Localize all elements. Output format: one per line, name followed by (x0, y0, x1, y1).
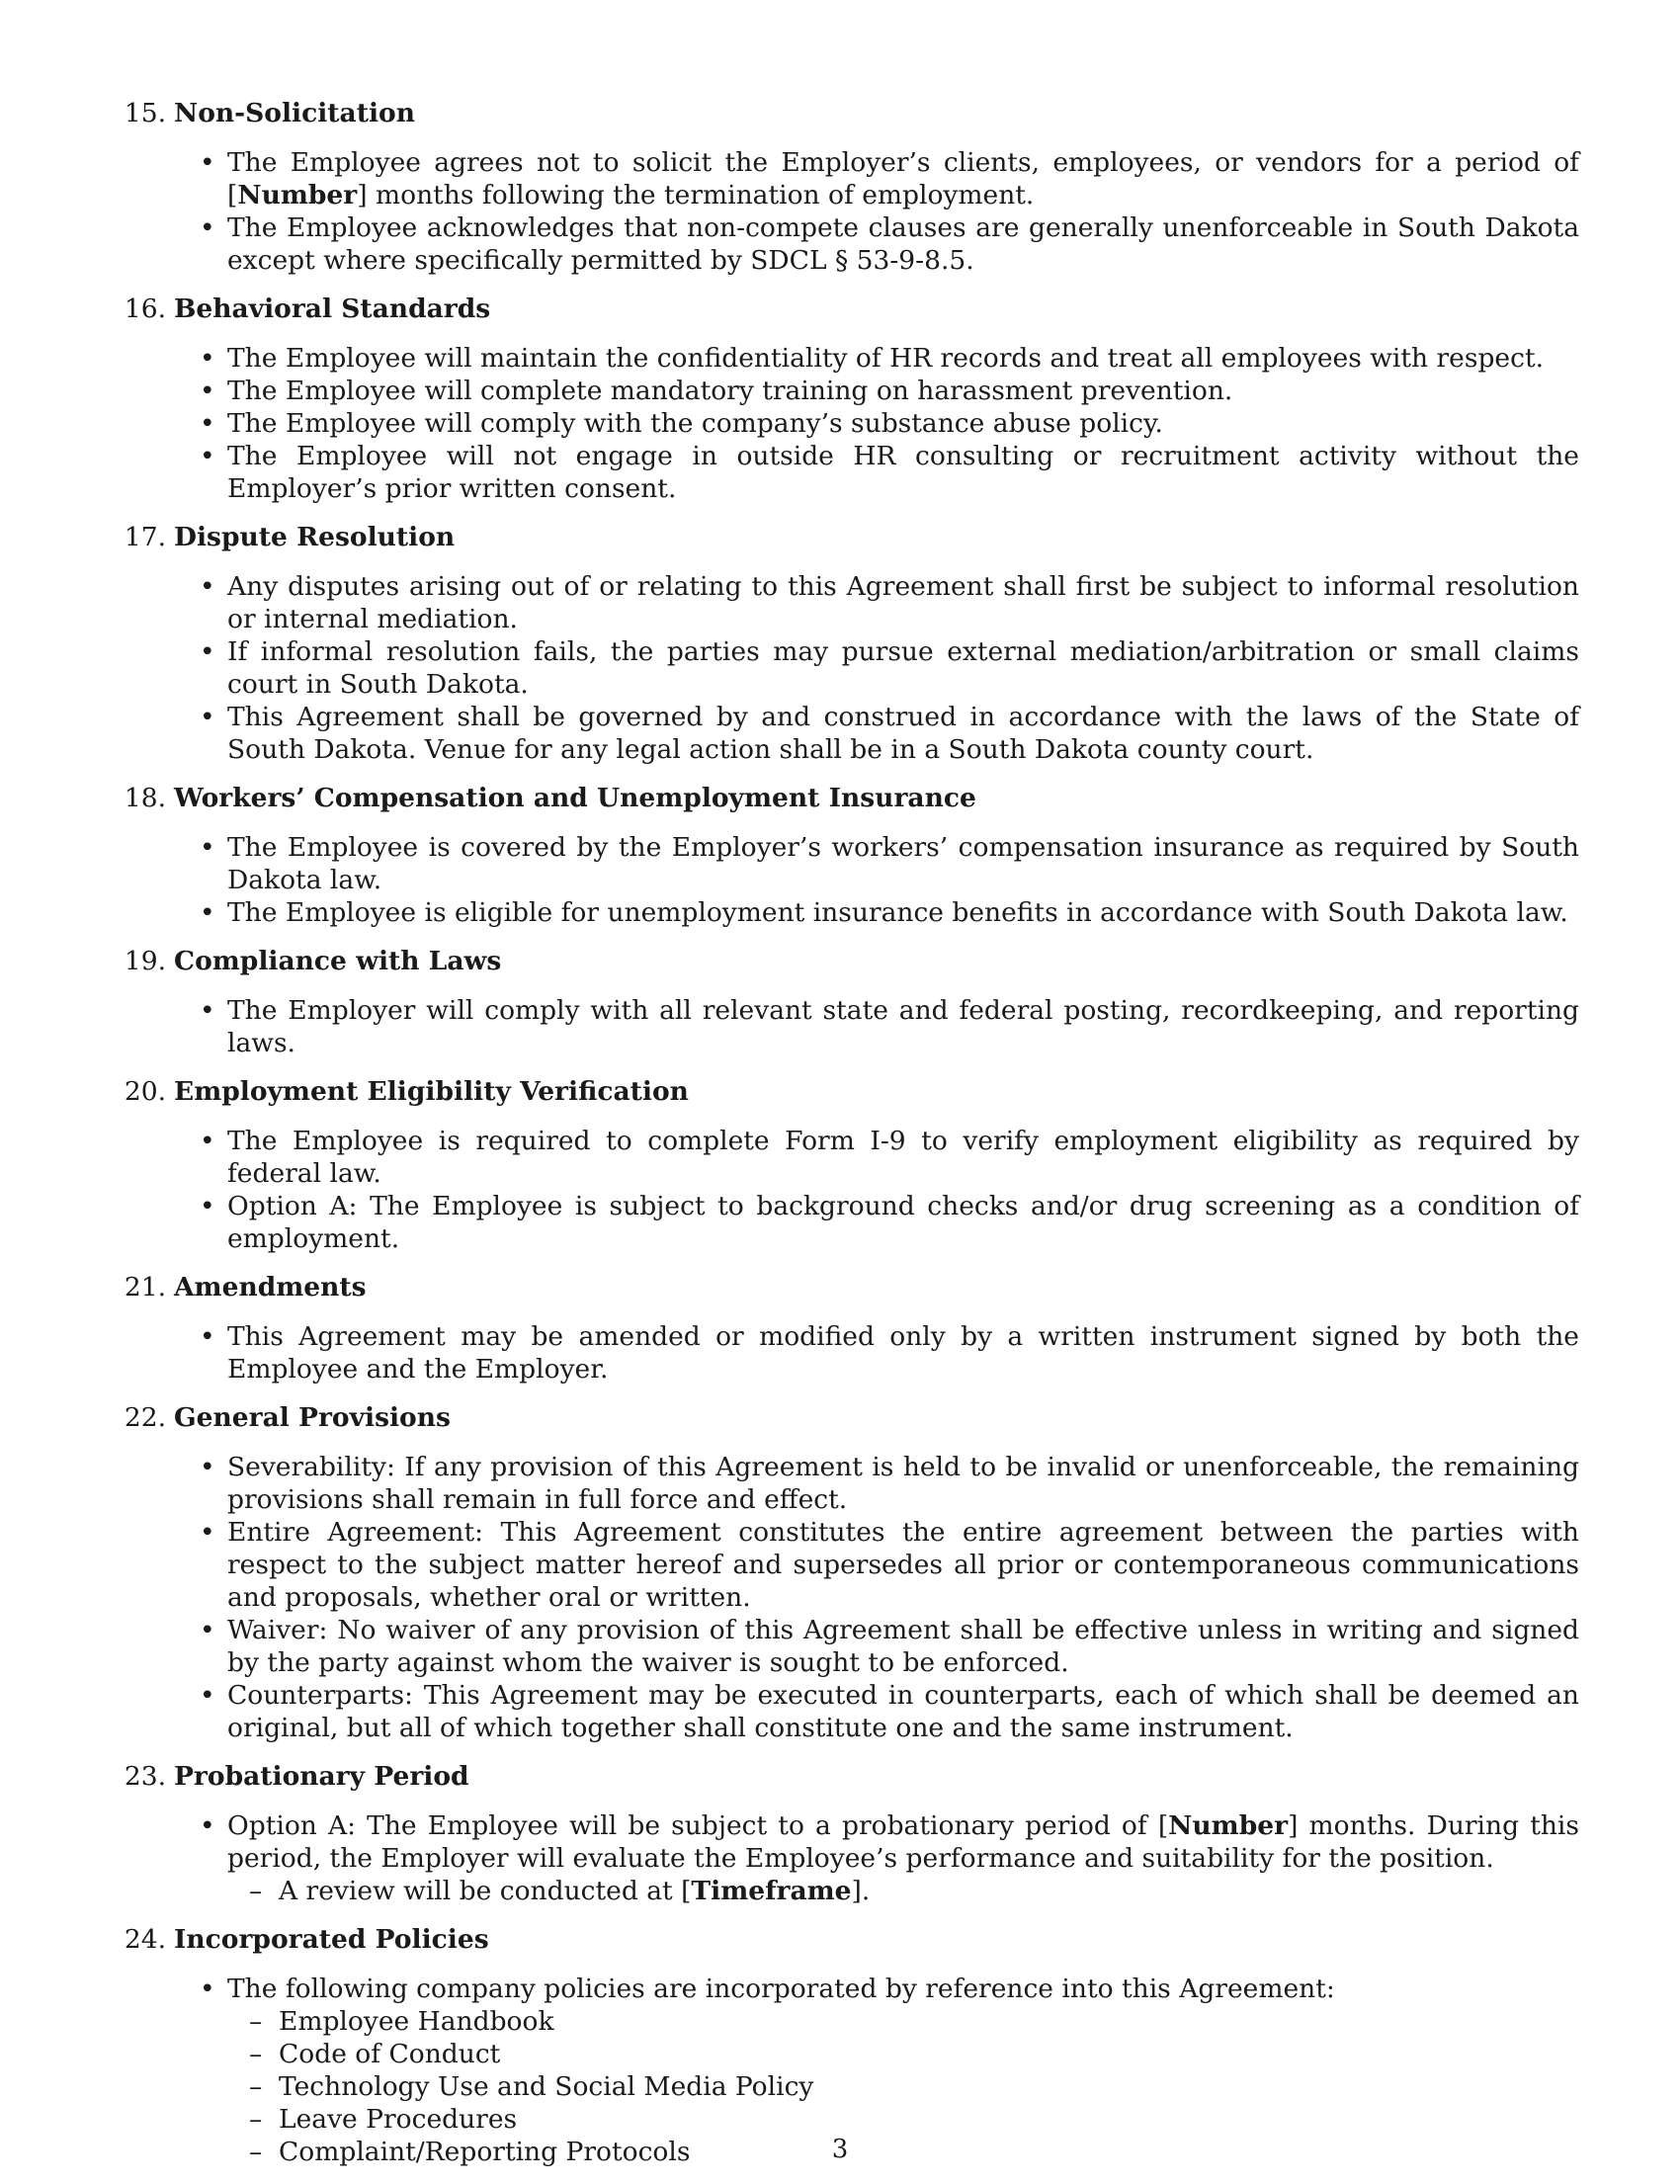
sub-item (227, 2038, 1579, 2070)
bullet-item (119, 831, 1579, 896)
bullet-item (119, 1679, 1579, 1744)
bullet-marker: • (200, 702, 215, 732)
sub-item (227, 2103, 1579, 2136)
dash-marker: – (249, 1876, 263, 1906)
bullet-item (119, 1190, 1579, 1255)
section-title: General Provisions (174, 1402, 451, 1433)
sub-item (227, 1875, 1579, 1907)
bullet-marker: • (200, 343, 215, 374)
bullet-item (119, 635, 1579, 701)
text-segment: The Employee agrees not to solicit the Employer’s clients, employees, or vendors for a period of [ (227, 147, 1579, 210)
section (119, 521, 1579, 766)
text-segment: The Employee will maintain the confidentiality of HR records and treat all employees with respect. (227, 343, 1545, 374)
section-title: Dispute Resolution (174, 522, 456, 552)
bullet-item (119, 1516, 1579, 1614)
section-number: 20. (124, 1076, 166, 1107)
section-heading (119, 521, 1579, 558)
text-segment: ] months. During this period, the Employer will evaluate the Employee’s performance and suitability for the position. (227, 1810, 1579, 1874)
bullet-item (119, 211, 1579, 277)
bullet-item (119, 1320, 1579, 1386)
text-segment: Any disputes arising out of or relating to this Agreement shall first be subject to informal resolution or internal mediation. (227, 571, 1579, 634)
bullet-list (119, 1809, 1579, 1907)
section (119, 97, 1579, 277)
section-number: 23. (124, 1761, 166, 1792)
bullet-marker: • (200, 1191, 215, 1221)
document-body (119, 97, 1579, 2184)
section-heading (119, 293, 1579, 330)
section-number: 17. (124, 522, 166, 552)
bullet-list (119, 146, 1579, 277)
bullet-item (119, 440, 1579, 505)
section (119, 1923, 1579, 2168)
text-segment: Option A: The Employee is subject to background checks and/or drug screening as a condition of employment. (227, 1191, 1579, 1254)
bullet-item (119, 701, 1579, 766)
section (119, 782, 1579, 929)
section-heading (119, 1401, 1579, 1439)
sub-list (227, 1875, 1579, 1907)
section-heading (119, 1075, 1579, 1113)
text-segment: ] months following the termination of employment. (357, 180, 1035, 210)
bullet-list (119, 994, 1579, 1059)
bullet-item (119, 1809, 1579, 1907)
bullet-marker: • (200, 832, 215, 863)
text-segment: Leave Procedures (279, 2104, 518, 2135)
text-segment: This Agreement may be amended or modified only by a written instrument signed by both the Employee and the Employer. (227, 1321, 1579, 1385)
section-title: Probationary Period (174, 1761, 469, 1792)
section-number: 16. (124, 294, 166, 324)
bullet-list (119, 342, 1579, 505)
placeholder-field: Number (237, 180, 358, 210)
bullet-marker: • (200, 1680, 215, 1711)
section (119, 1401, 1579, 1744)
bullet-marker: • (200, 212, 215, 243)
section-heading (119, 1923, 1579, 1961)
bullet-item (119, 407, 1579, 440)
text-segment: The Employee is required to complete Form I-9 to verify employment eligibility as required by federal law. (227, 1126, 1579, 1189)
section-number: 15. (124, 98, 166, 128)
section-number: 24. (124, 1924, 166, 1955)
text-segment: The following company policies are incorporated by reference into this Agreement: (227, 1974, 1335, 2004)
text-segment: Waiver: No waiver of any provision of this Agreement shall be effective unless in writing and signed by the party against whom the waiver is sought to be enforced. (227, 1615, 1579, 1678)
bullet-list (119, 831, 1579, 929)
section-title: Incorporated Policies (174, 1924, 489, 1955)
text-segment: This Agreement shall be governed by and construed in accordance with the laws of the State of South Dakota. Venue for any legal action shall be in a South Dakota county court. (227, 702, 1579, 765)
section-title: Behavioral Standards (174, 294, 491, 324)
section-title: Compliance with Laws (174, 946, 502, 976)
section-title: Employment Eligibility Verification (174, 1076, 689, 1107)
bullet-marker: • (200, 897, 215, 928)
bullet-list (119, 1320, 1579, 1386)
section-title: Non-Solicitation (174, 98, 415, 128)
text-segment: ]. (851, 1876, 871, 1906)
text-segment: The Employee will complete mandatory training on harassment prevention. (227, 376, 1233, 406)
bullet-marker: • (200, 995, 215, 1026)
dash-marker: – (249, 2039, 263, 2069)
text-segment: Technology Use and Social Media Policy (279, 2071, 814, 2102)
text-segment: If informal resolution fails, the parties may pursue external mediation/arbitration or small claims court in South Dakota. (227, 636, 1579, 700)
text-segment: The Employee acknowledges that non-compete clauses are generally unenforceable in South Dakota except where specifically permitted by SDCL § 53-9-8.5. (227, 212, 1579, 276)
dash-marker: – (249, 2006, 263, 2037)
bullet-item (119, 570, 1579, 635)
bullet-item (119, 896, 1579, 929)
bullet-list (119, 1125, 1579, 1255)
text-segment: Severability: If any provision of this Agreement is held to be invalid or unenforceable, the remaining provisions shall remain in full force and effect. (227, 1452, 1579, 1515)
dash-marker: – (249, 2137, 263, 2167)
section-title: Workers’ Compensation and Unemployment Insurance (174, 783, 976, 813)
bullet-item (119, 1614, 1579, 1679)
bullet-marker: • (200, 636, 215, 667)
section (119, 293, 1579, 505)
section (119, 1271, 1579, 1386)
bullet-marker: • (200, 1452, 215, 1482)
bullet-marker: • (200, 441, 215, 471)
bullet-marker: • (200, 147, 215, 178)
text-segment: Code of Conduct (279, 2039, 501, 2069)
placeholder-field: Number (1168, 1810, 1289, 1841)
bullet-marker: • (200, 376, 215, 406)
text-segment: Employee Handbook (279, 2006, 554, 2037)
bullet-marker: • (200, 1810, 215, 1841)
text-segment: The Employer will comply with all relevant state and federal posting, recordkeeping, and reporting laws. (227, 995, 1579, 1058)
bullet-marker: • (200, 1126, 215, 1156)
sub-item (227, 2070, 1579, 2103)
bullet-marker: • (200, 1321, 215, 1352)
bullet-item (119, 994, 1579, 1059)
section-heading (119, 1271, 1579, 1308)
section (119, 945, 1579, 1059)
section-number: 19. (124, 946, 166, 976)
dash-marker: – (249, 2071, 263, 2102)
text-segment: A review will be conducted at [ (279, 1876, 692, 1906)
page-number: 3 (831, 2135, 849, 2164)
bullet-marker: • (200, 571, 215, 602)
dash-marker: – (249, 2104, 263, 2135)
text-segment: Complaint/Reporting Protocols (279, 2137, 691, 2167)
bullet-marker: • (200, 408, 215, 439)
bullet-item (119, 1451, 1579, 1516)
section-heading (119, 945, 1579, 982)
section-title: Amendments (174, 1272, 367, 1302)
bullet-item (119, 342, 1579, 375)
placeholder-field: Timeframe (691, 1876, 852, 1906)
bullet-marker: • (200, 1517, 215, 1548)
text-segment: The Employee is covered by the Employer’s workers’ compensation insurance as required by South Dakota law. (227, 832, 1579, 895)
section-heading (119, 1760, 1579, 1798)
bullet-list (119, 1451, 1579, 1744)
section-heading (119, 782, 1579, 819)
section-heading (119, 97, 1579, 134)
bullet-marker: • (200, 1615, 215, 1645)
section-number: 21. (124, 1272, 166, 1302)
bullet-marker: • (200, 1974, 215, 2004)
bullet-list (119, 570, 1579, 766)
text-segment: Entire Agreement: This Agreement constitutes the entire agreement between the parties with respect to the subject matter hereof and supersedes all prior or contemporaneous communications and proposals, whether oral or written. (227, 1517, 1579, 1613)
text-segment: Option A: The Employee will be subject to a probationary period of [ (227, 1810, 1169, 1841)
section-number: 18. (124, 783, 166, 813)
sub-item (227, 2005, 1579, 2038)
bullet-item (119, 1125, 1579, 1190)
section (119, 1075, 1579, 1255)
bullet-item (119, 146, 1579, 211)
section (119, 1760, 1579, 1907)
text-segment: Counterparts: This Agreement may be executed in counterparts, each of which shall be deemed an original, but all of which together shall constitute one and the same instrument. (227, 1680, 1579, 1743)
section-number: 22. (124, 1402, 166, 1433)
text-segment: The Employee will comply with the company’s substance abuse policy. (227, 408, 1163, 439)
text-segment: The Employee will not engage in outside HR consulting or recruitment activity without the Employer’s prior written consent. (227, 441, 1579, 504)
bullet-item (119, 375, 1579, 407)
text-segment: The Employee is eligible for unemployment insurance benefits in accordance with South Dakota law. (227, 897, 1568, 928)
